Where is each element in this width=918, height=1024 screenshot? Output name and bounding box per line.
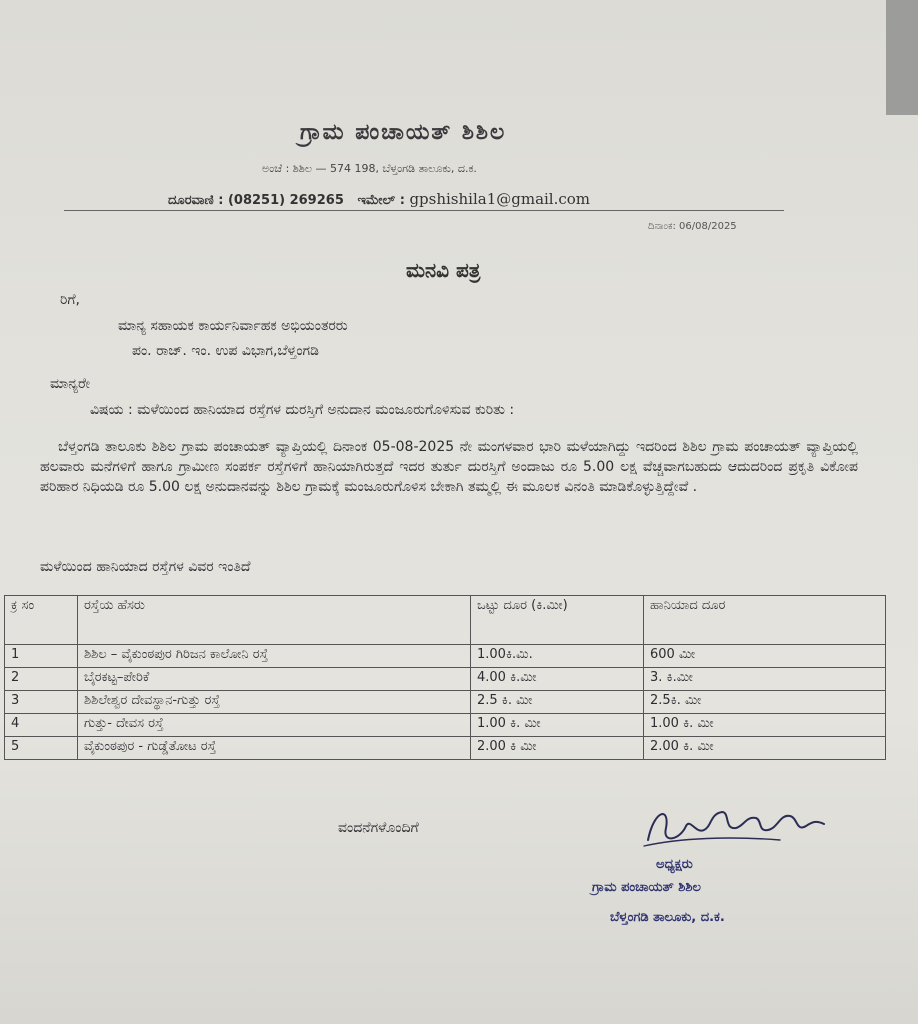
header-serial: ಕ್ರ ಸಂ xyxy=(5,596,78,645)
letterhead-divider xyxy=(64,210,784,211)
stamp-designation: ಅಧ್ಯಕ್ಷರು xyxy=(656,857,693,872)
table-row xyxy=(5,737,886,760)
cell-serial: 1 xyxy=(5,645,78,668)
cell-damaged-distance: 2.00 ಕಿ. ಮೀ xyxy=(644,737,886,760)
body-paragraph: ಬೆಳ್ತಂಗಡಿ ತಾಲೂಕು ಶಿಶಿಲ ಗ್ರಾಮ ಪಂಚಾಯತ್ ವ್ಯಾಪ್ತಿಯಲ್ಲಿ ದಿನಾಂಕ 05-08-2025 ನೇ ಮಂಗಳವಾರ ಭಾರಿ ಮಳೆಯಾಗಿದ್ದು ಇದರಿಂದ ಶಿಶಿಲ ಗ್ರಾಮ ಪಂಚಾಯತ್ ವ್ಯಾಪ್ತಿಯಲ್ಲಿ ಹಲವಾರು ಮನೆಗಳಿಗೆ ಹಾಗೂ ಗ್ರಾಮೀಣ ಸಂಪರ್ಕ ರಸ್ತೆಗಳಿಗೆ ಹಾನಿಯಾಗಿರುತ್ತದೆ ಇದರ ತುರ್ತು ದುರಸ್ತಿಗೆ ಅಂದಾಜು ರೂ 5.00 ಲಕ್ಷ ವೆಚ್ಚವಾಗಬಹುದು ಆದುದರಿಂದ ಪ್ರಕೃತಿ ವಿಕೋಪ ಪರಿಹಾರ ನಿಧಿಯಡಿ ರೂ 5.00 ಲಕ್ಷ ಅನುದಾನವನ್ನು ಶಿಶಿಲ ಗ್ರಾಮಕ್ಕೆ ಮಂಜೂರುಗೊಳಿಸ ಬೇಕಾಗಿ ತಮ್ಮಲ್ಲಿ ಈ ಮೂಲಕ ವಿನಂತಿ ಮಾಡಿಕೊಳ್ಳುತ್ತಿದ್ದೇವೆ . xyxy=(40,439,858,495)
letterhead-contact xyxy=(168,190,590,208)
cell-road-name: ವೈಕುಂಠಪುರ - ಗುಡ್ಡೆತೋಟ ರಸ್ತೆ xyxy=(78,737,471,760)
table-intro: ಮಳೆಯಿಂದ ಹಾನಿಯಾದ ರಸ್ತೆಗಳ ವಿವರ ಇಂತಿದೆ xyxy=(40,559,251,575)
header-total-distance: ಒಟ್ಟು ದೂರ (ಕಿ.ಮೀ) xyxy=(471,596,644,645)
cell-total-distance: 1.00 ಕಿ. ಮೀ xyxy=(471,714,644,737)
table-row xyxy=(5,668,886,691)
letter-body xyxy=(40,437,858,497)
letterhead-title: ಗ್ರಾಮ ಪಂಚಾಯತ್ ಶಿಶಿಲ xyxy=(300,120,507,145)
cell-damaged-distance: 3. ಕಿ.ಮೀ xyxy=(644,668,886,691)
cell-road-name: ಶಿಶಿಲ – ವೈಕುಂಠಪುರ ಗಿರಿಜನ ಕಾಲೋನಿ ರಸ್ತೆ xyxy=(78,645,471,668)
closing-line: ವಂದನೆಗಳೊಂದಿಗೆ xyxy=(338,820,419,836)
to-label: ರಿಗೆ, xyxy=(60,292,80,308)
cell-road-name: ಗುತ್ತು- ದೇವಸ ರಸ್ತೆ xyxy=(78,714,471,737)
cell-serial: 5 xyxy=(5,737,78,760)
recipient-line-2: ಪಂ. ರಾಜ್. ಇಂ. ಉಪ ವಿಭಾಗ,ಬೆಳ್ತಂಗಡಿ xyxy=(132,343,319,359)
salutation: ಮಾನ್ಯರೇ xyxy=(50,376,90,392)
stamp-place: ಬೆಳ್ತಂಗಡಿ ತಾಲೂಕು, ದ.ಕ. xyxy=(610,910,725,925)
email-address: gpshishila1@gmail.com xyxy=(409,190,591,208)
cell-road-name: ಬೈರಕಟ್ಟ–ಪೇರಿಕೆ xyxy=(78,668,471,691)
header-road-name: ರಸ್ತೆಯ ಹೆಸರು xyxy=(78,596,471,645)
cell-serial: 2 xyxy=(5,668,78,691)
email-label: ಇಮೇಲ್ : xyxy=(357,193,405,208)
cell-total-distance: 1.00ಕಿ.ಮಿ. xyxy=(471,645,644,668)
table-row xyxy=(5,691,886,714)
recipient-line-1: ಮಾನ್ಯ ಸಹಾಯಕ ಕಾರ್ಯನಿರ್ವಾಹಕ ಅಭಿಯಂತರರು xyxy=(118,318,348,334)
cell-serial: 4 xyxy=(5,714,78,737)
table-row xyxy=(5,714,886,737)
background-edge xyxy=(886,0,918,115)
table-header-row xyxy=(5,596,886,645)
cell-damaged-distance: 600 ಮೀ xyxy=(644,645,886,668)
cell-road-name: ಶಿಶಿಲೇಶ್ವರ ದೇವಸ್ಥಾನ-ಗುತ್ತು ರಸ್ತೆ xyxy=(78,691,471,714)
cell-serial: 3 xyxy=(5,691,78,714)
table-row xyxy=(5,645,886,668)
damaged-roads-table xyxy=(4,595,886,760)
stamp-office: ಗ್ರಾಮ ಪಂಚಾಯತ್ ಶಿಶಿಲ xyxy=(592,880,701,895)
phone-number: ದೂರವಾಣಿ : (08251) 269265 xyxy=(168,193,344,208)
cell-damaged-distance: 2.5ಕಿ. ಮೀ xyxy=(644,691,886,714)
subject-line: ವಿಷಯ : ಮಳೆಯಿಂದ ಹಾನಿಯಾದ ರಸ್ತೆಗಳ ದುರಸ್ತಿಗೆ ಅನುದಾನ ಮಂಜೂರುಗೊಳಿಸುವ ಕುರಿತು : xyxy=(90,402,515,418)
letterhead-address: ಅಂಚೆ : ಶಿಶಿಲ — 574 198, ಬೆಳ್ತಂಗಡಿ ತಾಲೂಕು, ದ.ಕ. xyxy=(262,162,477,175)
letter-heading: ಮನವಿ ಪತ್ರ xyxy=(406,258,481,282)
cell-damaged-distance: 1.00 ಕಿ. ಮೀ xyxy=(644,714,886,737)
signature xyxy=(640,800,840,860)
header-damaged-distance: ಹಾನಿಯಾದ ದೂರ xyxy=(644,596,886,645)
cell-total-distance: 2.5 ಕಿ. ಮೀ xyxy=(471,691,644,714)
letter-date: ದಿನಾಂಕ: 06/08/2025 xyxy=(648,221,737,232)
cell-total-distance: 2.00 ಕಿ ಮೀ xyxy=(471,737,644,760)
cell-total-distance: 4.00 ಕಿ.ಮೀ xyxy=(471,668,644,691)
